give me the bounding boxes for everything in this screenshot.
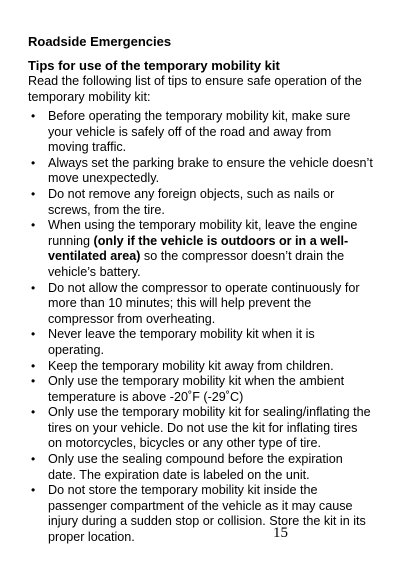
- list-item: [28, 452, 373, 483]
- tip-text-pre: When using the temporary mobility kit, leave the engine running: [48, 218, 358, 248]
- list-item: [28, 156, 373, 187]
- bullet-icon: •: [31, 452, 36, 467]
- bullet-icon: •: [31, 109, 36, 123]
- list-item: [28, 483, 373, 545]
- tip-text: Keep the temporary mobility kit away from children.: [48, 358, 334, 373]
- bullet-icon: •: [31, 358, 36, 373]
- list-item: [28, 359, 373, 375]
- tip-text: Never leave the temporary mobility kit when it is operating.: [48, 327, 315, 357]
- bullet-icon: •: [31, 327, 36, 342]
- tip-text-post: so the compressor doesn’t drain the vehicle’s battery.: [48, 249, 345, 279]
- list-item: [28, 187, 373, 218]
- list-item: [28, 405, 373, 452]
- tips-list: [28, 109, 373, 546]
- tip-text: Only use the temporary mobility kit for sealing/inflating the tires on your vehicle. Do not use the kit for inflating tires on motorcycles, bicycles or any other type of tire.: [48, 405, 371, 451]
- page-number: 15: [273, 525, 288, 541]
- bullet-icon: •: [31, 155, 36, 170]
- tip-text-emphasis: (only if the vehicle is outdoors or in a well-ventilated area): [48, 233, 349, 264]
- list-item: [28, 218, 373, 280]
- bullet-icon: •: [31, 405, 36, 420]
- intro-paragraph: Read the following list of tips to ensure safe operation of the temporary mobility kit:: [28, 74, 362, 104]
- bullet-icon: •: [31, 374, 36, 389]
- tip-text: Before operating the temporary mobility kit, make sure your vehicle is safely off of the road and away from moving traffic.: [48, 109, 351, 155]
- tip-text: Only use the sealing compound before the expiration date. The expiration date is labeled on the unit.: [48, 452, 343, 482]
- list-item: [28, 374, 373, 405]
- tip-text: Do not allow the compressor to operate continuously for more than 10 minutes; this will help prevent the compressor from overheating.: [48, 280, 360, 326]
- bullet-icon: •: [31, 280, 36, 295]
- tip-text: Do not store the temporary mobility kit inside the passenger compartment of the vehicle as it may cause injury during a sudden stop or collision. Store the kit in its proper location.: [48, 483, 366, 545]
- section-heading: Roadside Emergencies: [28, 34, 172, 49]
- list-item: [28, 281, 373, 328]
- tip-text: Do not remove any foreign objects, such as nails or screws, from the tire.: [48, 186, 335, 217]
- bullet-icon: •: [31, 186, 36, 201]
- tip-text: Always set the parking brake to ensure the vehicle doesn’t move unexpectedly.: [48, 155, 373, 186]
- tip-text: Only use the temporary mobility kit when the ambient temperature is above -20˚F (-29˚C): [48, 374, 345, 404]
- tips-heading: Tips for use of the temporary mobility kit: [28, 58, 280, 73]
- list-item: [28, 327, 373, 358]
- bullet-icon: •: [31, 483, 36, 498]
- list-item: [28, 109, 373, 156]
- bullet-icon: •: [31, 218, 36, 233]
